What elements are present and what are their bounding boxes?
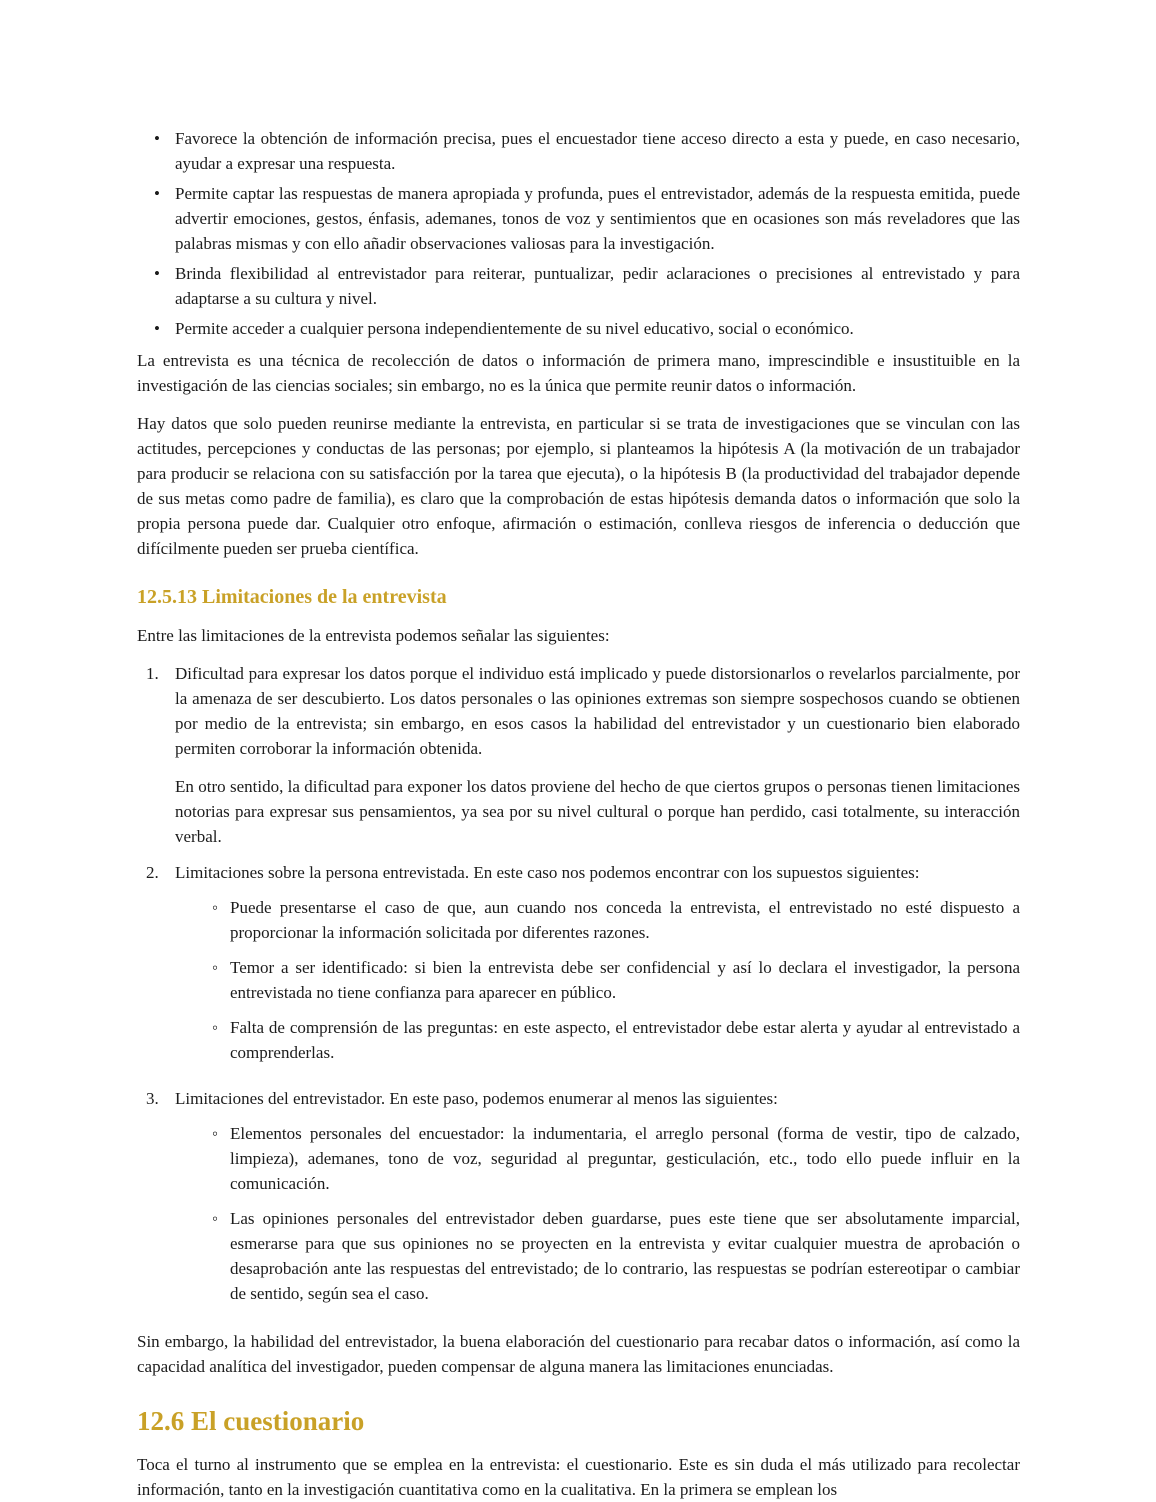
list-item-text: Favorece la obtención de información precisa, pues el encuestador tiene acceso directo a esta y puede, en caso necesario, ayudar a expresar una respuesta.: [175, 129, 1020, 173]
item-number: 3.: [146, 1089, 159, 1108]
bullet-icon: •: [154, 264, 160, 283]
sub-item-text: Temor a ser identificado: si bien la entrevista debe ser confidencial y así lo declara el investigador, la persona entrevistada no tiene confianza para aparecer en público.: [230, 958, 1020, 1002]
sub-bullet-list: [175, 1121, 1020, 1306]
paragraph-sin-embargo: Sin embargo, la habilidad del entrevistador, la buena elaboración del cuestionario para recabar datos o información, así como la capacidad analítica del investigador, pueden compensar de alguna manera las limitaciones enunciadas.: [137, 1332, 1020, 1376]
sub-item-text: Las opiniones personales del entrevistador deben guardarse, pues este tiene que ser absolutamente imparcial, esmerarse para que sus opiniones no se proyecten en la entrevista y evitar cualquier muestra de aprobación o desaprobación ante las respuestas del entrevistado; de lo contrario, las respuestas se podrían estereotipar o cambiar de sentido, según sea el caso.: [230, 1209, 1020, 1303]
sub-list-item: [175, 955, 1020, 1005]
numbered-item-2: [137, 860, 1020, 1065]
sub-item-text: Falta de comprensión de las preguntas: en este aspecto, el entrevistador debe estar alerta y ayudar al entrevistado a comprenderlas.: [230, 1018, 1020, 1062]
paragraph-entrevista: La entrevista es una técnica de recolección de datos o información de primera mano, imprescindible e insustituible en la investigación de las ciencias sociales; sin embargo, no es la única que permite reunir datos o información.: [137, 351, 1020, 395]
item-text: Limitaciones sobre la persona entrevistada. En este caso nos podemos encontrar con los supuestos siguientes:: [175, 863, 920, 882]
list-item: [137, 126, 1020, 176]
item-text: Limitaciones del entrevistador. En este paso, podemos enumerar al menos las siguientes:: [175, 1089, 778, 1108]
sub-list-item: [175, 1206, 1020, 1306]
document-page: [137, 126, 1020, 1502]
section-heading-limitaciones: 12.5.13 Limitaciones de la entrevista: [137, 586, 447, 608]
paragraph-limitaciones-intro: Entre las limitaciones de la entrevista podemos señalar las siguientes:: [137, 626, 610, 645]
item-body: [175, 1086, 1020, 1306]
sub-list-item: [175, 1121, 1020, 1196]
numbered-item-3: [137, 1086, 1020, 1306]
limitations-numbered-list: [137, 661, 1020, 1306]
circle-bullet-icon: ◦: [212, 1124, 219, 1143]
numbered-item-1: [137, 661, 1020, 849]
bullet-icon: •: [154, 129, 160, 148]
sub-item-text: Elementos personales del encuestador: la indumentaria, el arreglo personal (forma de vestir, tipo de calzado, limpieza), ademanes, tono de voz, seguridad al preguntar, gesticulación, etc., todo ello puede influir en la comunicación.: [230, 1124, 1020, 1193]
sub-list-item: [175, 895, 1020, 945]
list-item-text: Brinda flexibilidad al entrevistador para reiterar, puntualizar, pedir aclaraciones o precisiones al entrevistado y para adaptarse a su cultura y nivel.: [175, 264, 1020, 308]
circle-bullet-icon: ◦: [212, 1209, 219, 1228]
sub-bullet-list: [175, 895, 1020, 1065]
item-continuation-paragraph: En otro sentido, la dificultad para exponer los datos proviene del hecho de que ciertos grupos o personas tienen limitaciones notorias para expresar sus pensamientos, ya sea por su nivel cultural o porque han perdido, casi totalmente, su interacción verbal.: [175, 777, 1020, 846]
list-item-text: Permite captar las respuestas de manera apropiada y profunda, pues el entrevistador, además de la respuesta emitida, puede advertir emociones, gestos, énfasis, ademanes, tonos de voz y sentimientos que en ocasiones son más reveladores que las palabras mismas y con ello añadir observaciones valiosas para la investigación.: [175, 184, 1020, 253]
sub-list-item: [175, 1015, 1020, 1065]
advantages-bullet-list: [137, 126, 1020, 341]
sub-item-text: Puede presentarse el caso de que, aun cuando nos conceda la entrevista, el entrevistado no esté dispuesto a proporcionar la información solicitada por diferentes razones.: [230, 898, 1020, 942]
bullet-icon: •: [154, 319, 160, 338]
item-body: [175, 661, 1020, 849]
bullet-icon: •: [154, 184, 160, 203]
item-text: Dificultad para expresar los datos porque el individuo está implicado y puede distorsionarlos o revelarlos parcialmente, por la amenaza de ser descubierto. Los datos personales o las opiniones extremas son siempre sospechosos cuando se obtienen por medio de la entrevista; sin embargo, en esos casos la habilidad del entrevistador y un cuestionario bien elaborado permiten corroborar la información obtenida.: [175, 664, 1020, 758]
item-body: [175, 860, 1020, 1065]
circle-bullet-icon: ◦: [212, 958, 219, 977]
list-item: [137, 316, 1020, 341]
circle-bullet-icon: ◦: [212, 898, 219, 917]
paragraph-toca-el-turno: Toca el turno al instrumento que se emplea en la entrevista: el cuestionario. Este es sin duda el más utilizado para recolectar información, tanto en la investigación cuantitativa como en la cualitativa. En la primera se emplean los: [137, 1455, 1020, 1499]
list-item: [137, 261, 1020, 311]
item-number: 2.: [146, 863, 159, 882]
item-number: 1.: [146, 664, 159, 683]
circle-bullet-icon: ◦: [212, 1018, 219, 1037]
section-heading-cuestionario: 12.6 El cuestionario: [137, 1406, 365, 1436]
paragraph-hay-datos: Hay datos que solo pueden reunirse mediante la entrevista, en particular si se trata de investigaciones que se vinculan con las actitudes, percepciones y conductas de las personas; por ejemplo, si planteamos la hipótesis A (la motivación de un trabajador para producir se relaciona con su satisfacción por la tarea que ejecuta), o la hipótesis B (la productividad del trabajador depende de sus metas como padre de familia), es claro que la comprobación de estas hipótesis demanda datos o información que solo la propia persona puede dar. Cualquier otro enfoque, afirmación o estimación, conlleva riesgos de inferencia o deducción que difícilmente pueden ser prueba científica.: [137, 414, 1020, 558]
list-item-text: Permite acceder a cualquier persona independientemente de su nivel educativo, social o económico.: [175, 319, 854, 338]
list-item: [137, 181, 1020, 256]
